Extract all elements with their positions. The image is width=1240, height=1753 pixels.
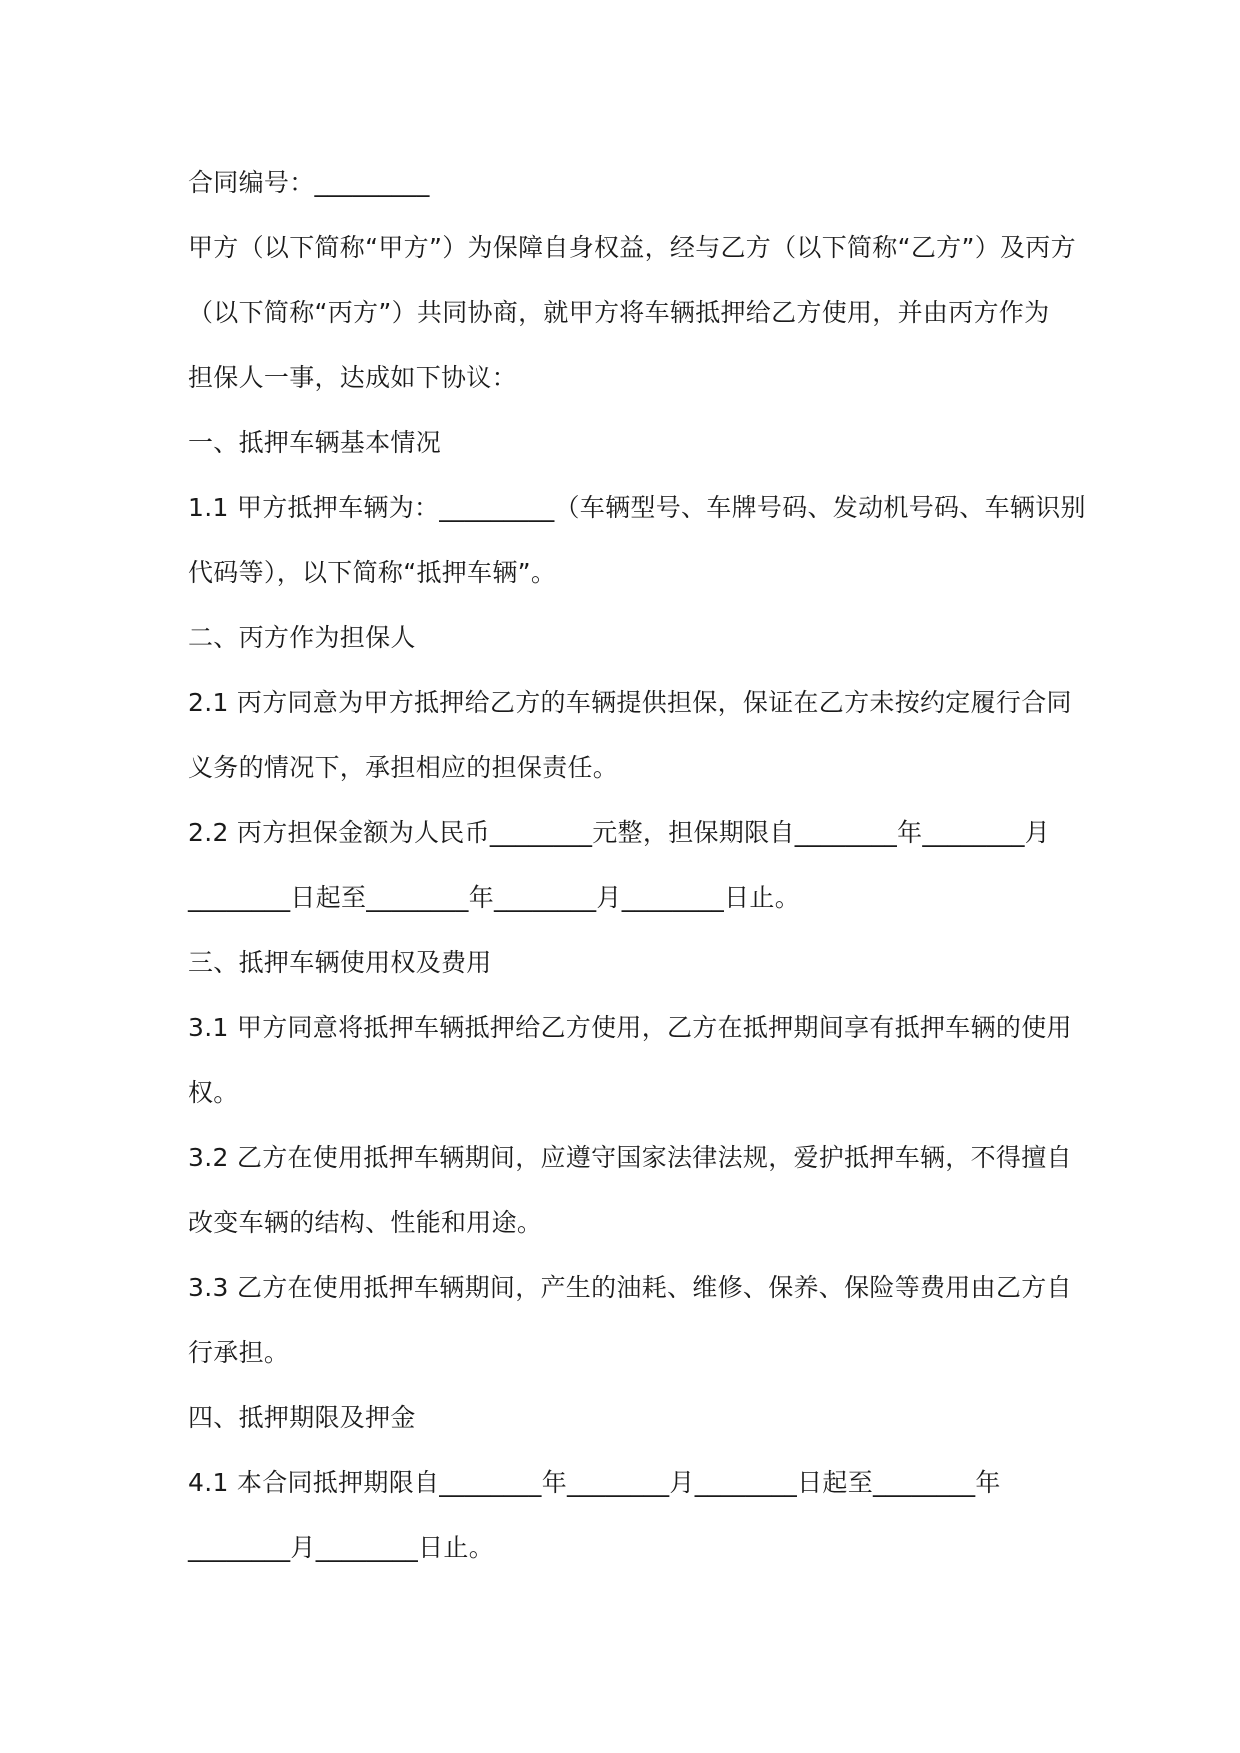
clause-3-3-line-1: 3.3 乙方在使用抵押车辆期间，产生的油耗、维修、保养、保险等费用由乙方自 (188, 1273, 1072, 1302)
clause-1-1-line-2: 代码等），以下简称“抵押车辆”。 (188, 558, 557, 587)
clause-2-1-line-2: 义务的情况下，承担相应的担保责任。 (188, 753, 619, 782)
clause-3-2-line-1: 3.2 乙方在使用抵押车辆期间，应遵守国家法律法规，爱护抵押车辆，不得擅自 (188, 1143, 1072, 1172)
section-heading-1: 一、抵押车辆基本情况 (188, 428, 442, 457)
contract-document (188, 150, 1086, 1580)
clause-1-1-line-1: 1.1 甲方抵押车辆为：_________（车辆型号、车牌号码、发动机号码、车辆识别 (188, 493, 1086, 522)
preamble-line-3: 担保人一事，达成如下协议： (188, 363, 517, 392)
section-heading-4: 四、抵押期限及押金 (188, 1403, 416, 1432)
clause-2-2-line-1: 2.2 丙方担保金额为人民币________元整，担保期限自________年________月 (188, 818, 1051, 847)
preamble-line-1: 甲方（以下简称“甲方”）为保障自身权益，经与乙方（以下简称“乙方”）及丙方 (188, 233, 1076, 262)
clause-3-1-line-2: 权。 (188, 1078, 239, 1107)
clause-2-1-line-1: 2.1 丙方同意为甲方抵押给乙方的车辆提供担保，保证在乙方未按约定履行合同 (188, 688, 1072, 717)
section-heading-2: 二、丙方作为担保人 (188, 623, 416, 652)
clause-3-3-line-2: 行承担。 (188, 1338, 290, 1367)
clause-4-1-line-1: 4.1 本合同抵押期限自________年________月________日起至________年 (188, 1468, 1001, 1497)
preamble-line-2: （以下简称“丙方”）共同协商，就甲方将车辆抵押给乙方使用，并由丙方作为 (188, 298, 1050, 327)
section-heading-3: 三、抵押车辆使用权及费用 (188, 948, 492, 977)
clause-2-2-line-2: ________日起至________年________月________日止。 (188, 883, 801, 912)
clause-4-1-line-2: ________月________日止。 (188, 1533, 495, 1562)
contract-number-line: 合同编号：_________ (188, 168, 430, 197)
clause-3-1-line-1: 3.1 甲方同意将抵押车辆抵押给乙方使用，乙方在抵押期间享有抵押车辆的使用 (188, 1013, 1072, 1042)
clause-3-2-line-2: 改变车辆的结构、性能和用途。 (188, 1208, 543, 1237)
